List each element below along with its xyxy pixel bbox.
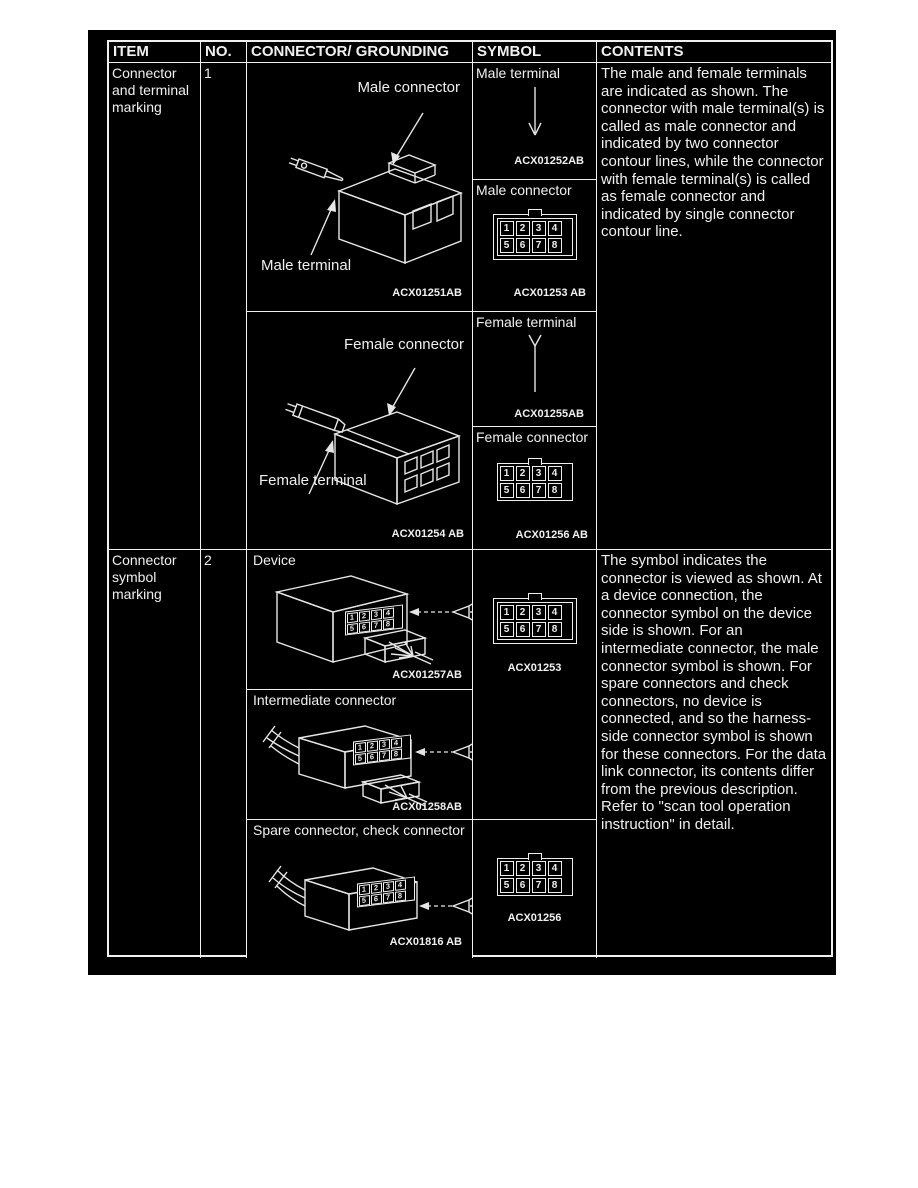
pin-6: 6 (516, 622, 530, 637)
pointer-arrowhead (325, 440, 334, 453)
contents-cell: The male and female terminals are indicated as shown. The connector with male terminal(s) is called as male connector and indicated by two connector contour lines, while the connector with female terminal(s) is called as female connector and indicated by single connector contour line. (601, 65, 825, 241)
pin-6: 6 (359, 621, 370, 632)
figure-code: ACX01256 AB (515, 529, 588, 541)
male-terminal-label: Male terminal (261, 257, 352, 274)
wire-rays (389, 642, 433, 664)
figure-title: Device (253, 552, 296, 568)
intermediate-connector-illustration (247, 690, 472, 820)
pin-6: 6 (516, 483, 530, 498)
pin-4: 4 (391, 737, 402, 748)
pin-8: 8 (548, 238, 562, 253)
pin-4: 4 (395, 879, 406, 890)
symbol-title: Male terminal (476, 65, 561, 81)
female-terminal-label: Female terminal (259, 472, 367, 489)
y-terminal-icon (473, 330, 596, 396)
pin-4: 4 (548, 466, 562, 481)
pin-7: 7 (532, 878, 546, 893)
header-contents: CONTENTS (601, 43, 684, 60)
connector-info-table (107, 40, 833, 957)
figure-code: ACX01816 AB (389, 936, 462, 948)
row-connector-terminal-marking (109, 63, 831, 550)
pin-1: 1 (500, 861, 514, 876)
pin-grid (499, 465, 571, 499)
no-cell: 2 (201, 550, 247, 958)
male-terminal-symbol-cell (473, 63, 596, 180)
pin-8: 8 (391, 748, 402, 759)
connector-tab (528, 593, 542, 600)
pin-7: 7 (379, 750, 390, 761)
pin-8: 8 (548, 483, 562, 498)
item-cell: Connector and terminal marking (109, 63, 201, 549)
pin-5: 5 (500, 483, 514, 498)
pin-1: 1 (359, 884, 370, 895)
pin-3: 3 (532, 466, 546, 481)
eye-icon (453, 603, 472, 621)
pin-2: 2 (367, 740, 378, 751)
pin-7: 7 (383, 892, 394, 903)
down-arrow-icon (473, 81, 596, 147)
pin-1: 1 (355, 742, 366, 753)
pin-4: 4 (383, 607, 394, 618)
pin-3: 3 (532, 605, 546, 620)
figure-code: ACX01251AB (392, 287, 462, 299)
item-cell: Connector symbol marking (109, 550, 201, 958)
spare-symbol-cell (473, 820, 596, 957)
pin-3: 3 (383, 881, 394, 892)
figure-code: ACX01253 AB (513, 287, 586, 299)
pin-1: 1 (500, 605, 514, 620)
pin-3: 3 (532, 221, 546, 236)
figure-title: Spare connector, check connector (253, 822, 465, 838)
female-connector-symbol-cell (473, 427, 596, 549)
female-terminal-symbol-cell (473, 312, 596, 427)
scanned-page-panel (88, 30, 836, 975)
pin-1: 1 (500, 221, 514, 236)
pin-7: 7 (532, 238, 546, 253)
female-connector-illustration (247, 312, 472, 549)
figure-code: ACX01253 (507, 662, 562, 674)
pin-2: 2 (516, 221, 530, 236)
eye-icon (453, 897, 472, 915)
male-connector-label: Male connector (357, 79, 460, 96)
pin-2: 2 (516, 466, 530, 481)
wire-bundle (269, 866, 305, 906)
pin-7: 7 (371, 620, 382, 631)
connector-grounding-cell (247, 63, 473, 549)
pin-2: 2 (516, 861, 530, 876)
pin-3: 3 (379, 739, 390, 750)
symbol-title: Female terminal (476, 314, 577, 330)
sight-arrowhead (415, 748, 425, 756)
pin-7: 7 (532, 622, 546, 637)
connector-tab (528, 209, 542, 216)
row-connector-symbol-marking (109, 550, 831, 958)
pin-3: 3 (532, 861, 546, 876)
sight-arrowhead (419, 902, 429, 910)
figure-code: ACX01254 AB (391, 528, 464, 540)
symbol-title: Female connector (476, 429, 589, 445)
pointer-arrowhead (327, 199, 336, 212)
pin-5: 5 (359, 895, 370, 906)
symbol-title: Male connector (476, 182, 572, 198)
male-connector-symbol (493, 598, 577, 644)
pin-4: 4 (548, 221, 562, 236)
contents-cell: The symbol indicates the connector is viewed as shown. At a device connection, the connector symbol on the device side is shown. For an intermediate connector, the male connector symbol is shown. For spare connectors and check connectors, no device is connected, and so the harness-side connector symbol is shown for these connectors. For the data link connector, its contents differ from the previous description. Refer to "scan tool operation instruction" in detail. (601, 552, 827, 833)
pin-7: 7 (532, 483, 546, 498)
eye-icon (453, 743, 472, 761)
connector-tab (528, 458, 542, 465)
header-item: ITEM (109, 42, 201, 62)
female-terminal-sleeve (284, 401, 345, 433)
wire-bundle (263, 726, 299, 764)
spare-connector-illustration (247, 820, 472, 958)
pin-4: 4 (548, 605, 562, 620)
pin-2: 2 (516, 605, 530, 620)
figure-code: ACX01255AB (514, 408, 584, 420)
pin-6: 6 (367, 751, 378, 762)
pin-6: 6 (516, 238, 530, 253)
male-terminal-pin (288, 156, 344, 184)
pin-5: 5 (500, 622, 514, 637)
figure-code: ACX01256 (507, 912, 562, 924)
pin-1: 1 (347, 612, 358, 623)
pin-3: 3 (371, 609, 382, 620)
female-connector-symbol (497, 463, 573, 501)
figure-code: ACX01252AB (514, 155, 584, 167)
header-no: NO. (201, 42, 247, 62)
figure-code: ACX01258AB (392, 801, 462, 813)
pin-grid (499, 604, 571, 638)
connector-grounding-cell (247, 550, 473, 958)
pin-8: 8 (395, 890, 406, 901)
no-cell: 1 (201, 63, 247, 549)
male-connector-illustration (247, 63, 472, 312)
pin-6: 6 (371, 893, 382, 904)
female-connector-label: Female connector (343, 336, 464, 353)
figure-title: Intermediate connector (253, 692, 397, 708)
device-illustration (247, 550, 472, 690)
pin-8: 8 (383, 618, 394, 629)
pin-2: 2 (359, 610, 370, 621)
figure-code: ACX01257AB (392, 669, 462, 681)
device-symbol-cell (473, 550, 596, 820)
symbol-cell (473, 550, 597, 958)
pin-8: 8 (548, 878, 562, 893)
table-header-row (109, 42, 831, 63)
male-connector-symbol-cell (473, 180, 596, 312)
male-connector-symbol (493, 214, 577, 260)
pin-5: 5 (347, 623, 358, 634)
pin-4: 4 (548, 861, 562, 876)
male-connector-line-art (247, 63, 472, 312)
pin-5: 5 (500, 878, 514, 893)
pin-grid (499, 220, 571, 254)
pin-grid (499, 860, 571, 894)
pin-8: 8 (548, 622, 562, 637)
pin-6: 6 (516, 878, 530, 893)
pin-5: 5 (500, 238, 514, 253)
pin-1: 1 (500, 466, 514, 481)
symbol-cell (473, 63, 597, 549)
header-connector-grounding: CONNECTOR/ GROUNDING (247, 42, 473, 62)
female-connector-symbol (497, 858, 573, 896)
header-symbol: SYMBOL (473, 42, 597, 62)
sight-arrowhead (409, 608, 419, 616)
pin-5: 5 (355, 753, 366, 764)
connector-tab (528, 853, 542, 860)
pin-2: 2 (371, 882, 382, 893)
